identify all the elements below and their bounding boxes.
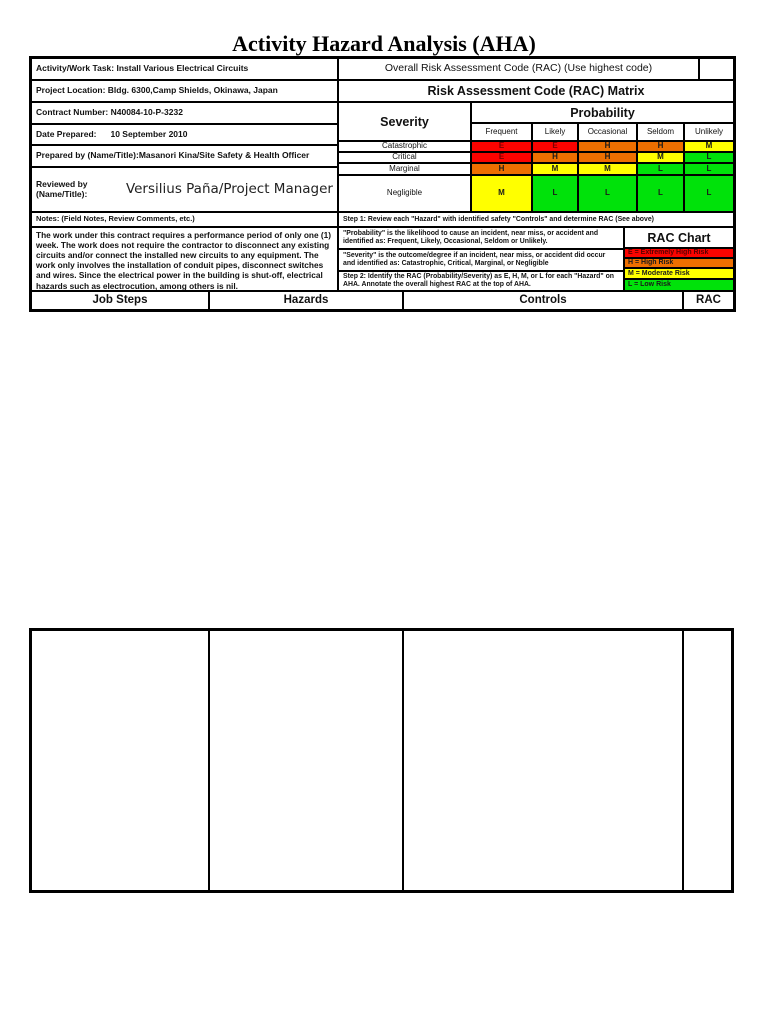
step1-text: Step 1: Review each "Hazard" with identified safety "Controls" and determine RAC (See above): [338, 212, 734, 227]
severity-header: Severity: [338, 102, 471, 141]
rac-cell-catastrophic-unlikely: M: [684, 141, 734, 152]
field-prepared-by: Prepared by (Name/Title):Masanori Kina/Site Safety & Health Officer: [31, 145, 338, 167]
rac-cell-catastrophic-frequent: E: [471, 141, 532, 152]
prob-col-frequent: Frequent: [471, 123, 532, 141]
rac-chart-moderate: M = Moderate Risk: [624, 268, 734, 279]
rac-chart-low: L = Low Risk: [624, 279, 734, 291]
hazards-cell: [209, 630, 403, 891]
rac-cell-critical-occasional: H: [578, 152, 637, 163]
rac-cell-marginal-unlikely: L: [684, 163, 734, 175]
severity-definition: "Severity" is the outcome/degree if an incident, near miss, or accident did occur and identified as: Catastrophic, Critical, Marginal, or Negligible: [338, 249, 624, 271]
field-reviewed-by: [31, 167, 338, 212]
prob-col-unlikely: Unlikely: [684, 123, 734, 141]
rac-cell: [683, 630, 732, 891]
field-date-prepared: [31, 124, 338, 145]
rac-cell-catastrophic-seldom: H: [637, 141, 684, 152]
rac-cell-critical-seldom: M: [637, 152, 684, 163]
rac-cell-marginal-occasional: M: [578, 163, 637, 175]
rac-matrix-title: Risk Assessment Code (RAC) Matrix: [338, 80, 734, 102]
severity-row-critical: Critical: [338, 152, 471, 163]
rac-cell-marginal-frequent: H: [471, 163, 532, 175]
field-contract-number: Contract Number: N40084-10-P-3232: [31, 102, 338, 124]
rac-cell-critical-frequent: E: [471, 152, 532, 163]
aha-header-table: [29, 56, 736, 312]
controls-cell: [403, 630, 683, 891]
prob-col-occasional: Occasional: [578, 123, 637, 141]
severity-row-negligible: Negligible: [338, 175, 471, 212]
prob-col-seldom: Seldom: [637, 123, 684, 141]
prob-col-likely: Likely: [532, 123, 578, 141]
column-header-job-steps: Job Steps: [31, 291, 209, 310]
probability-definition: "Probability" is the likelihood to cause an incident, near miss, or accident and identified as: Frequent, Likely, Occasional, Seldom or Unlikely.: [338, 227, 624, 249]
rac-cell-catastrophic-likely: E: [532, 141, 578, 152]
rac-cell-marginal-seldom: L: [637, 163, 684, 175]
job-steps-table: [29, 628, 734, 893]
rac-cell-critical-unlikely: L: [684, 152, 734, 163]
rac-chart-title: RAC Chart: [624, 227, 734, 248]
notes-label: Notes: (Field Notes, Review Comments, etc.): [31, 212, 338, 227]
column-header-controls: Controls: [403, 291, 683, 310]
severity-row-catastrophic: Catastrophic: [338, 141, 471, 152]
rac-cell-marginal-likely: M: [532, 163, 578, 175]
rac-chart-extremely-high: E = Extremely High Risk: [624, 248, 734, 258]
rac-cell-negligible-frequent: M: [471, 175, 532, 212]
severity-row-marginal: Marginal: [338, 163, 471, 175]
probability-header: Probability: [471, 102, 734, 123]
rac-chart-high: H = High Risk: [624, 258, 734, 268]
reviewed-by-label: Reviewed by (Name/Title):: [36, 178, 88, 199]
reviewed-by-value: Versilius Paña/Project Manager: [125, 180, 333, 197]
rac-cell-negligible-seldom: L: [637, 175, 684, 212]
overall-rac-value-box: [699, 58, 734, 80]
rac-cell-negligible-occasional: L: [578, 175, 637, 212]
overall-rac-label: Overall Risk Assessment Code (RAC) (Use highest code): [338, 58, 699, 80]
rac-cell-catastrophic-occasional: H: [578, 141, 637, 152]
field-activity-task: Activity/Work Task: Install Various Electrical Circuits: [31, 58, 338, 80]
notes-text: The work under this contract requires a performance period of only one (1) week. The work does not require the contractor to disconnect any existing circuits and/or connect the installed new circuits to any equipment. The work only involves the installation of conduit pipes, disconnect switches and wires. Since the electrical power in the building is shut-off, electrical hazards such as electrocution, among others is nil.: [31, 227, 338, 291]
column-header-hazards: Hazards: [209, 291, 403, 310]
date-prepared-value: 10 September 2010: [110, 128, 188, 139]
column-header-rac: RAC: [683, 291, 734, 310]
page-title: Activity Hazard Analysis (AHA): [232, 31, 536, 56]
rac-cell-negligible-likely: L: [532, 175, 578, 212]
step2-text: Step 2: Identify the RAC (Probability/Severity) as E, H, M, or L for each "Hazard" on AHA. Annotate the overall highest RAC at the top of AHA.: [338, 271, 624, 291]
rac-cell-critical-likely: H: [532, 152, 578, 163]
job-steps-cell: [31, 630, 209, 891]
date-prepared-label: Date Prepared:: [36, 128, 97, 139]
rac-cell-negligible-unlikely: L: [684, 175, 734, 212]
field-project-location: Project Location: Bldg. 6300,Camp Shields, Okinawa, Japan: [31, 80, 338, 102]
